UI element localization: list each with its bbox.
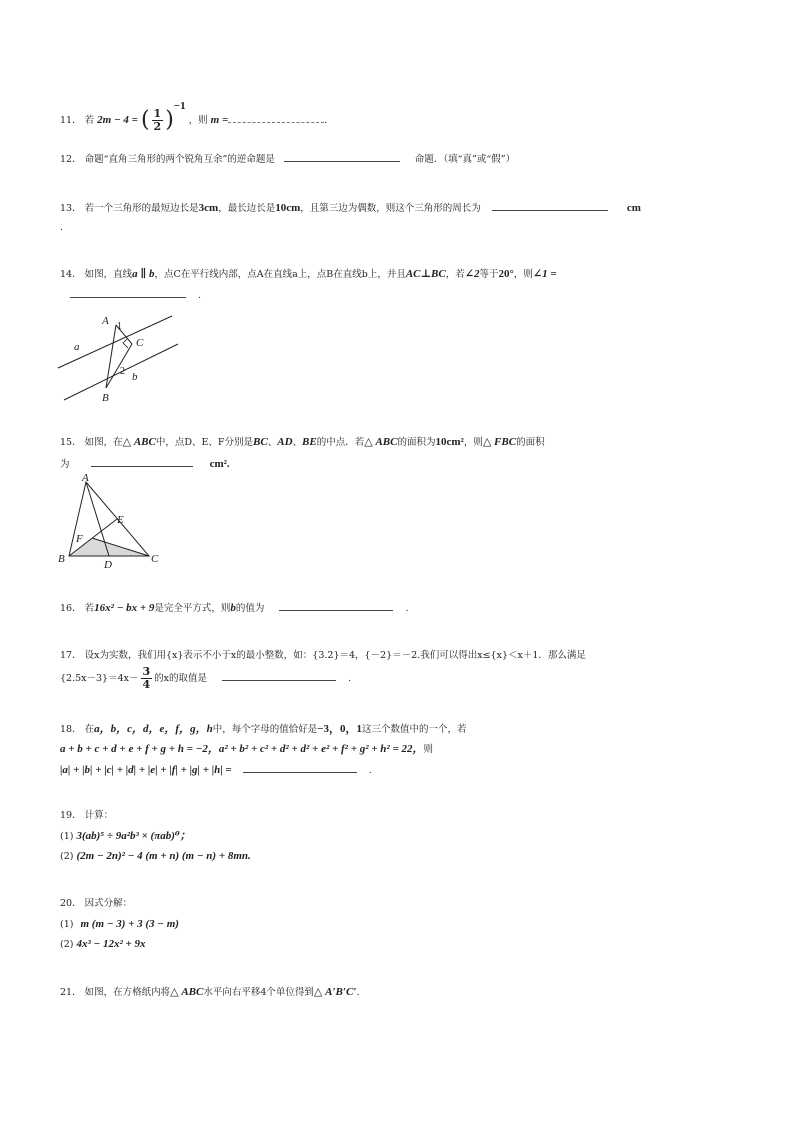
- answer-blank[interactable]: [492, 199, 608, 211]
- math-expression: BE: [302, 436, 317, 448]
- text: 等于: [479, 269, 499, 280]
- answer-blank[interactable]: [243, 761, 357, 773]
- text: 这三个数值中的一个，若: [361, 724, 467, 735]
- math-expression: |a| + |b| + |c| + |d| + |e| + |f| + |g| + |h| =: [60, 764, 232, 776]
- math-expression: △ FBC: [482, 436, 517, 448]
- question-13: [60, 198, 750, 219]
- question-16: [60, 598, 750, 619]
- answer-blank[interactable]: [284, 150, 400, 162]
- question-15: [60, 432, 750, 453]
- math-expression: a ∥ b: [132, 268, 155, 280]
- text: 命题“直角三角形的两个锐角互余”的逆命题是: [84, 154, 275, 165]
- parallel-lines-figure: [54, 312, 184, 408]
- label-point-f: F: [76, 533, 83, 545]
- text: .: [324, 115, 328, 126]
- text: 的值为: [235, 603, 265, 614]
- text: 、: [267, 437, 278, 448]
- math-expression: BC: [253, 436, 268, 448]
- text: ，若: [445, 269, 465, 280]
- label-angle-1: 1: [117, 321, 122, 332]
- question-number: 20．: [60, 898, 82, 909]
- text: 在: [84, 724, 95, 735]
- math-expression: △ ABC: [122, 436, 156, 448]
- text: ，则: [188, 115, 208, 126]
- question-19: [60, 806, 750, 826]
- math-expression: AD: [277, 436, 293, 448]
- text: 的x的取值是: [154, 673, 208, 684]
- question-number: 14．: [60, 269, 82, 280]
- text: 中，每个字母的值恰好是: [212, 724, 318, 735]
- math-expression: 3(ab)⁵ ÷ 9a²b³ × (πab)⁰；: [76, 830, 191, 842]
- question-21: [60, 982, 750, 1003]
- label-angle-2: 2: [120, 366, 125, 377]
- unit: cm².: [209, 458, 230, 470]
- answer-blank[interactable]: [70, 286, 186, 298]
- question-number: 16．: [60, 603, 82, 614]
- part-label: (2): [60, 851, 74, 862]
- text: 中，点D、E、F分别是: [155, 437, 254, 448]
- value: 3cm: [198, 202, 219, 214]
- label-line-b: b: [132, 371, 138, 383]
- question-19-part-2: [60, 846, 750, 867]
- question-number: 21．: [60, 987, 82, 998]
- label-point-a: A: [82, 472, 89, 484]
- text: .: [356, 987, 360, 998]
- label-point-d: D: [104, 559, 112, 571]
- question-20-part-2: [60, 934, 750, 955]
- math-expression: 2m − 4 =: [97, 114, 138, 126]
- text: 如图，直线: [84, 269, 133, 280]
- question-13-tail: [60, 218, 750, 238]
- fraction: [141, 666, 153, 691]
- text: {2.5x－3}＝4x－: [60, 673, 139, 684]
- math-expression: ∠1 =: [532, 268, 557, 280]
- question-number: 11．: [60, 115, 82, 126]
- question-number: 15．: [60, 437, 82, 448]
- math-expression: (2m − 2n)² − 4 (m + n) (m − n) + 8mn.: [76, 850, 251, 862]
- answer-blank[interactable]: [91, 455, 193, 467]
- question-number: 13．: [60, 203, 82, 214]
- question-20-part-1: [60, 914, 750, 935]
- denominator: 4: [142, 678, 151, 691]
- segment-ab: [106, 325, 116, 388]
- exponent: −1: [173, 100, 186, 112]
- question-number: 18．: [60, 724, 82, 735]
- question-19-part-1: [60, 826, 750, 847]
- unit: cm: [626, 202, 641, 214]
- math-expression: m (m − 3) + 3 (3 − m): [80, 918, 179, 930]
- question-18: [60, 719, 750, 740]
- numerator: 3: [142, 665, 151, 678]
- label-point-e: E: [117, 514, 124, 526]
- text: .: [198, 290, 202, 301]
- question-12: [60, 150, 750, 170]
- part-label: (2): [60, 939, 74, 950]
- label-point-b: B: [58, 553, 65, 565]
- text: 若: [84, 115, 95, 126]
- text: 如图，在: [84, 437, 123, 448]
- text: .: [60, 222, 64, 233]
- text: 则: [423, 744, 434, 755]
- text: 若一个三角形的最短边长是: [84, 203, 199, 214]
- answer-blank[interactable]: [279, 599, 393, 611]
- text: .: [368, 765, 372, 776]
- math-expression: a，b，c，d，e，f，g，h: [94, 723, 213, 735]
- text: ，且第三边为偶数，则这个三角形的周长为: [300, 203, 481, 214]
- question-20: [60, 894, 750, 914]
- text: 是完全平方式，则: [154, 603, 231, 614]
- math-expression: m =: [210, 114, 229, 126]
- answer-blank[interactable]: [222, 669, 336, 681]
- text: 如图，在方格纸内将: [84, 987, 171, 998]
- text: 的中点．若: [316, 437, 365, 448]
- value: 10cm: [275, 202, 301, 214]
- text: 若: [84, 603, 95, 614]
- text: 因式分解：: [84, 898, 133, 909]
- text: 为: [60, 459, 70, 470]
- label-a-point: A: [102, 315, 109, 327]
- text: 设x为实数，我们用{x}表示不小于x的最小整数，如：{3.2}＝4，{－2}＝－2.我们可以得出x≤{x}＜x＋1．那么满足: [84, 650, 586, 661]
- question-18-line-3: [60, 760, 750, 781]
- question-number: 12．: [60, 154, 82, 165]
- math-expression: 16x² − bx + 9: [94, 602, 155, 614]
- math-expression: b: [230, 602, 236, 614]
- text: 的面积: [516, 437, 545, 448]
- math-expression: a + b + c + d + e + f + g + h = −2，a² + b² + c² + d² + d² + e² + f² + g² + h² = 22，: [60, 743, 424, 755]
- math-expression: △ ABC: [364, 436, 398, 448]
- label-line-a: a: [74, 341, 80, 353]
- math-expression: ∠2: [464, 268, 480, 280]
- label-point-c: C: [151, 553, 159, 565]
- question-14: [60, 264, 750, 285]
- question-number: 17．: [60, 650, 82, 661]
- value: −3，0，1: [317, 723, 362, 735]
- question-14-blank-line: [60, 286, 750, 306]
- right-paren: ): [165, 107, 174, 133]
- label-b-point: B: [102, 392, 109, 404]
- question-11: [60, 96, 750, 133]
- question-17: [60, 646, 750, 666]
- value: 10cm²: [435, 436, 464, 448]
- text: 的面积为: [397, 437, 436, 448]
- question-18-line-2: [60, 739, 750, 760]
- question-number: 19．: [60, 810, 82, 821]
- numerator: 1: [153, 107, 162, 120]
- text: .: [348, 673, 352, 684]
- part-label: (1): [60, 831, 74, 842]
- text: 、: [292, 437, 303, 448]
- denominator: 2: [153, 120, 162, 133]
- text: .: [405, 603, 409, 614]
- text: 命题．（填“真”或“假”）: [414, 154, 516, 165]
- fraction: [152, 108, 164, 133]
- math-expression: AC⊥BC: [405, 268, 446, 280]
- math-expression: △ ABC: [170, 986, 204, 998]
- label-c-point: C: [136, 337, 144, 349]
- text: ，则: [463, 437, 483, 448]
- text: 计算：: [84, 810, 114, 821]
- value: 20°: [498, 268, 514, 280]
- text: 水平向右平移4个单位得到: [203, 987, 314, 998]
- right-angle-mark: [123, 339, 128, 348]
- math-expression: 4x³ − 12x² + 9x: [76, 938, 146, 950]
- left-paren: (: [140, 107, 150, 133]
- text: ，则: [513, 269, 533, 280]
- triangle-figure: [54, 472, 166, 572]
- math-expression: △ A′B′C′: [313, 986, 357, 998]
- part-label: (1): [60, 919, 74, 930]
- text: ，最长边长是: [218, 203, 276, 214]
- text: ，点C在平行线内部，点A在直线a上，点B在直线b上，并且: [154, 269, 406, 280]
- answer-blank[interactable]: [228, 111, 324, 123]
- question-17-line-2: [60, 666, 750, 691]
